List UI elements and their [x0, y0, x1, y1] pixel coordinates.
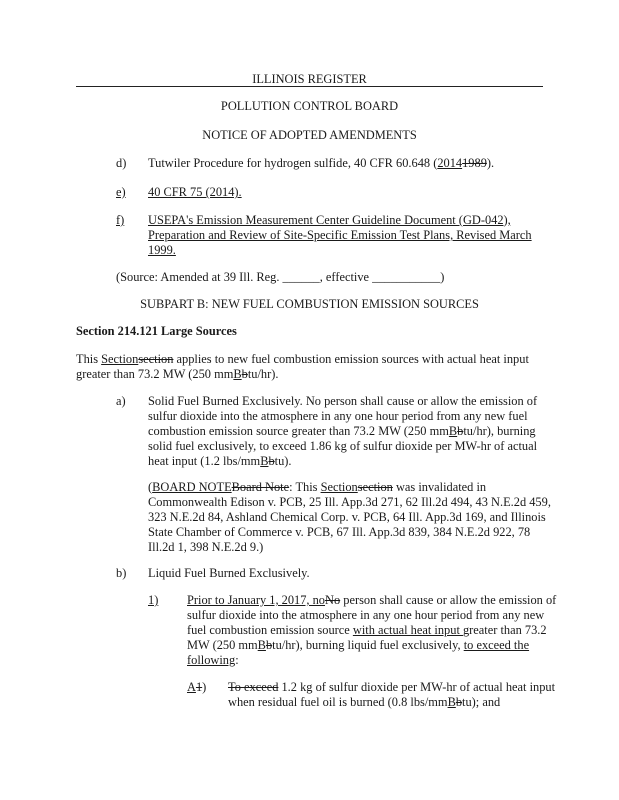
subparagraph-A-line-2: when residual fuel oil is burned (0.8 lbs/mmBbtu); and [228, 695, 501, 709]
item-e-label: e) [116, 185, 126, 199]
subparagraph-A-line-1: To exceed 1.2 kg of sulfur dioxide per MW-hr of actual heat input [228, 680, 556, 694]
item-f-label: f) [116, 213, 125, 227]
paragraph-1-line-1: Prior to January 1, 2017, noNo person shall cause or allow the emission of [187, 593, 557, 607]
item-d-label: d) [116, 156, 127, 170]
subpart-heading: SUBPART B: NEW FUEL COMBUSTION EMISSION SOURCES [140, 297, 479, 311]
notice-title: NOTICE OF ADOPTED AMENDMENTS [202, 128, 417, 142]
header-rule [76, 86, 543, 87]
item-e-text: 40 CFR 75 (2014). [148, 185, 242, 199]
item-d-text: Tutwiler Procedure for hydrogen sulfide, 40 CFR 60.648 (20141989). [148, 156, 495, 170]
subparagraph-A-label: A1) [187, 680, 207, 694]
subsection-a-line-4: solid fuel exclusively, to exceed 1.86 kg of sulfur dioxide per MW-hr of actual [148, 439, 538, 453]
section-heading: Section 214.121 Large Sources [76, 324, 237, 338]
paragraph-1-line-3: fuel combustion emission source with actual heat input greater than 73.2 [187, 623, 547, 637]
item-f-line-1: USEPA's Emission Measurement Center Guideline Document (GD-042), [148, 213, 511, 227]
subsection-a-line-1: Solid Fuel Burned Exclusively. No person shall cause or allow the emission of [148, 394, 538, 408]
board-note-line-5: Ill.2d 1, 398 N.E.2d 9.) [148, 540, 264, 554]
subsection-a-label: a) [116, 394, 126, 408]
subsection-b-text: Liquid Fuel Burned Exclusively. [148, 566, 310, 580]
source-note: (Source: Amended at 39 Ill. Reg. ______, effective ___________) [116, 270, 445, 284]
paragraph-1-line-4: MW (250 mmBbtu/hr), burning liquid fuel exclusively, to exceed the [187, 638, 530, 652]
section-intro-line-2: greater than 73.2 MW (250 mmBbtu/hr). [76, 367, 279, 381]
item-f-line-3: 1999. [148, 243, 176, 257]
paragraph-1-line-2: sulfur dioxide into the atmosphere in any one hour period from any new [187, 608, 545, 622]
subsection-b-label: b) [116, 566, 127, 580]
subsection-a-line-5: heat input (1.2 lbs/mmBbtu). [148, 454, 292, 468]
board-note-line-2: Commonwealth Edison v. PCB, 25 Ill. App.3d 271, 62 Ill.2d 494, 43 N.E.2d 459, [148, 495, 551, 509]
agency-title: POLLUTION CONTROL BOARD [220, 99, 399, 113]
board-note-line-1: (BOARD NOTEBoard Note: This Sectionsection was invalidated in [148, 480, 487, 494]
subsection-a-line-2: sulfur dioxide into the atmosphere in any one hour period from any new fuel [148, 409, 528, 423]
subsection-a-line-3: combustion emission source greater than 73.2 MW (250 mmBbtu/hr), burning [148, 424, 536, 438]
paragraph-1-label: 1) [148, 593, 159, 607]
item-f-line-2: Preparation and Review of Site-Specific Emission Test Plans, Revised March [148, 228, 532, 242]
board-note-line-4: State Chamber of Commerce v. PCB, 67 Ill. App.3d 839, 384 N.E.2d 922, 78 [148, 525, 531, 539]
board-note-line-3: 323 N.E.2d 84, Ashland Chemical Corp. v. PCB, 64 Ill. App.3d 169, and Illinois [148, 510, 546, 524]
paragraph-1-line-5: following: [187, 653, 239, 667]
register-title: ILLINOIS REGISTER [252, 72, 367, 86]
section-intro-line-1: This Sectionsection applies to new fuel combustion emission sources with actual heat input [76, 352, 529, 366]
